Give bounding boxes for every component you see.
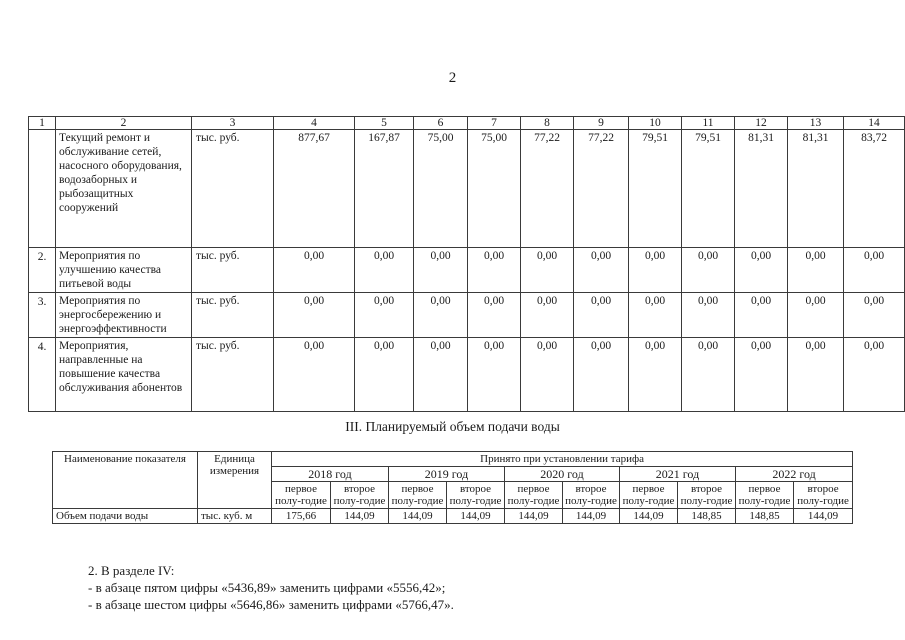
value-cell: 144,09 [563,509,620,524]
value-cell: 0,00 [414,338,468,412]
table-row [29,338,905,412]
row-name: Мероприятия по энергосбережению и энергоэффективности [56,293,192,338]
row-unit: тыс. руб. [192,293,274,338]
first-half-header: первое полу-годие [736,482,794,509]
value-cell: 0,00 [521,338,574,412]
value-cell: 0,00 [682,248,735,293]
row-unit: тыс. руб. [192,338,274,412]
value-cell: 83,72 [844,130,905,248]
value-cell: 81,31 [735,130,788,248]
amendment-line: - в абзаце пятом цифры «5436,89» заменить цифрами «5556,42»; [88,580,446,595]
table-header-row [53,452,853,467]
value-cell: 167,87 [355,130,414,248]
column-number: 3 [192,117,274,130]
value-cell: 144,09 [794,509,853,524]
second-half-header: второе полу-годие [678,482,736,509]
value-cell: 144,09 [331,509,389,524]
value-cell: 0,00 [468,293,521,338]
value-cell: 0,00 [355,293,414,338]
value-cell: 148,85 [678,509,736,524]
value-cell: 175,66 [272,509,331,524]
row-name: Мероприятия по улучшению качества питьевой воды [56,248,192,293]
value-cell: 0,00 [788,338,844,412]
value-cell: 0,00 [788,248,844,293]
value-cell: 0,00 [274,293,355,338]
value-cell: 0,00 [735,338,788,412]
value-cell: 877,67 [274,130,355,248]
first-half-header: первое полу-годие [505,482,563,509]
table-header-row [29,117,905,130]
second-half-header: второе полу-годие [794,482,853,509]
column-number: 1 [29,117,56,130]
column-number: 7 [468,117,521,130]
section-title: III. Планируемый объем подачи воды [345,419,560,434]
value-cell: 75,00 [414,130,468,248]
value-cell: 0,00 [355,248,414,293]
column-number: 4 [274,117,355,130]
column-number: 2 [56,117,192,130]
value-cell: 77,22 [521,130,574,248]
value-cell: 0,00 [629,293,682,338]
year-header: 2022 год [736,467,853,482]
row-name: Объем подачи воды [53,509,198,524]
second-half-header: второе полу-годие [447,482,505,509]
value-cell: 81,31 [788,130,844,248]
first-half-header: первое полу-годие [272,482,331,509]
value-cell: 144,09 [620,509,678,524]
value-cell: 0,00 [735,293,788,338]
year-header: 2021 год [620,467,736,482]
row-unit: тыс. куб. м [198,509,272,524]
value-cell: 144,09 [505,509,563,524]
row-unit: тыс. руб. [192,130,274,248]
value-cell: 79,51 [682,130,735,248]
value-cell: 75,00 [468,130,521,248]
table-row [29,130,905,248]
column-number: 13 [788,117,844,130]
value-cell: 77,22 [574,130,629,248]
year-header: 2019 год [389,467,505,482]
value-cell: 0,00 [274,248,355,293]
value-cell: 0,00 [844,248,905,293]
row-number: 3. [29,293,56,338]
value-cell: 144,09 [389,509,447,524]
value-cell: 0,00 [274,338,355,412]
value-cell: 0,00 [414,293,468,338]
row-number [29,130,56,248]
second-half-header: второе полу-годие [563,482,620,509]
water-supply-table [52,451,853,524]
value-cell: 0,00 [574,248,629,293]
column-number: 6 [414,117,468,130]
first-half-header: первое полу-годие [620,482,678,509]
value-cell: 0,00 [682,338,735,412]
column-number: 5 [355,117,414,130]
value-cell: 0,00 [844,293,905,338]
table-row [53,509,853,524]
value-cell: 0,00 [521,293,574,338]
year-header: 2018 год [272,467,389,482]
value-cell: 0,00 [414,248,468,293]
indicator-name-header: Наименование показателя [53,452,198,509]
value-cell: 0,00 [735,248,788,293]
value-cell: 0,00 [574,293,629,338]
value-cell: 79,51 [629,130,682,248]
year-header: 2020 год [505,467,620,482]
row-name: Мероприятия, направленные на повышение качества обслуживания абонентов [56,338,192,412]
table-row [29,248,905,293]
column-number: 11 [682,117,735,130]
value-cell: 0,00 [468,338,521,412]
first-half-header: первое полу-годие [389,482,447,509]
row-number: 2. [29,248,56,293]
second-half-header: второе полу-годие [331,482,389,509]
column-number: 14 [844,117,905,130]
value-cell: 148,85 [736,509,794,524]
row-unit: тыс. руб. [192,248,274,293]
unit-header: Единица измерения [198,452,272,509]
value-cell: 0,00 [629,248,682,293]
table-row [29,293,905,338]
measures-table [28,116,905,412]
amendment-line: 2. В разделе IV: [88,563,175,578]
value-cell: 0,00 [355,338,414,412]
value-cell: 0,00 [629,338,682,412]
value-cell: 0,00 [521,248,574,293]
value-cell: 144,09 [447,509,505,524]
value-cell: 0,00 [468,248,521,293]
row-number: 4. [29,338,56,412]
column-number: 10 [629,117,682,130]
amendment-line: - в абзаце шестом цифры «5646,86» заменить цифрами «5766,47». [88,597,454,612]
column-number: 8 [521,117,574,130]
tariff-header: Принято при установлении тарифа [272,452,853,467]
column-number: 12 [735,117,788,130]
column-number: 9 [574,117,629,130]
value-cell: 0,00 [682,293,735,338]
page-number: 2 [448,70,457,86]
value-cell: 0,00 [788,293,844,338]
value-cell: 0,00 [844,338,905,412]
value-cell: 0,00 [574,338,629,412]
row-name: Текущий ремонт и обслуживание сетей, насосного оборудования, водозаборных и рыбозащитных сооружений [56,130,192,248]
amendments-text [88,562,454,613]
